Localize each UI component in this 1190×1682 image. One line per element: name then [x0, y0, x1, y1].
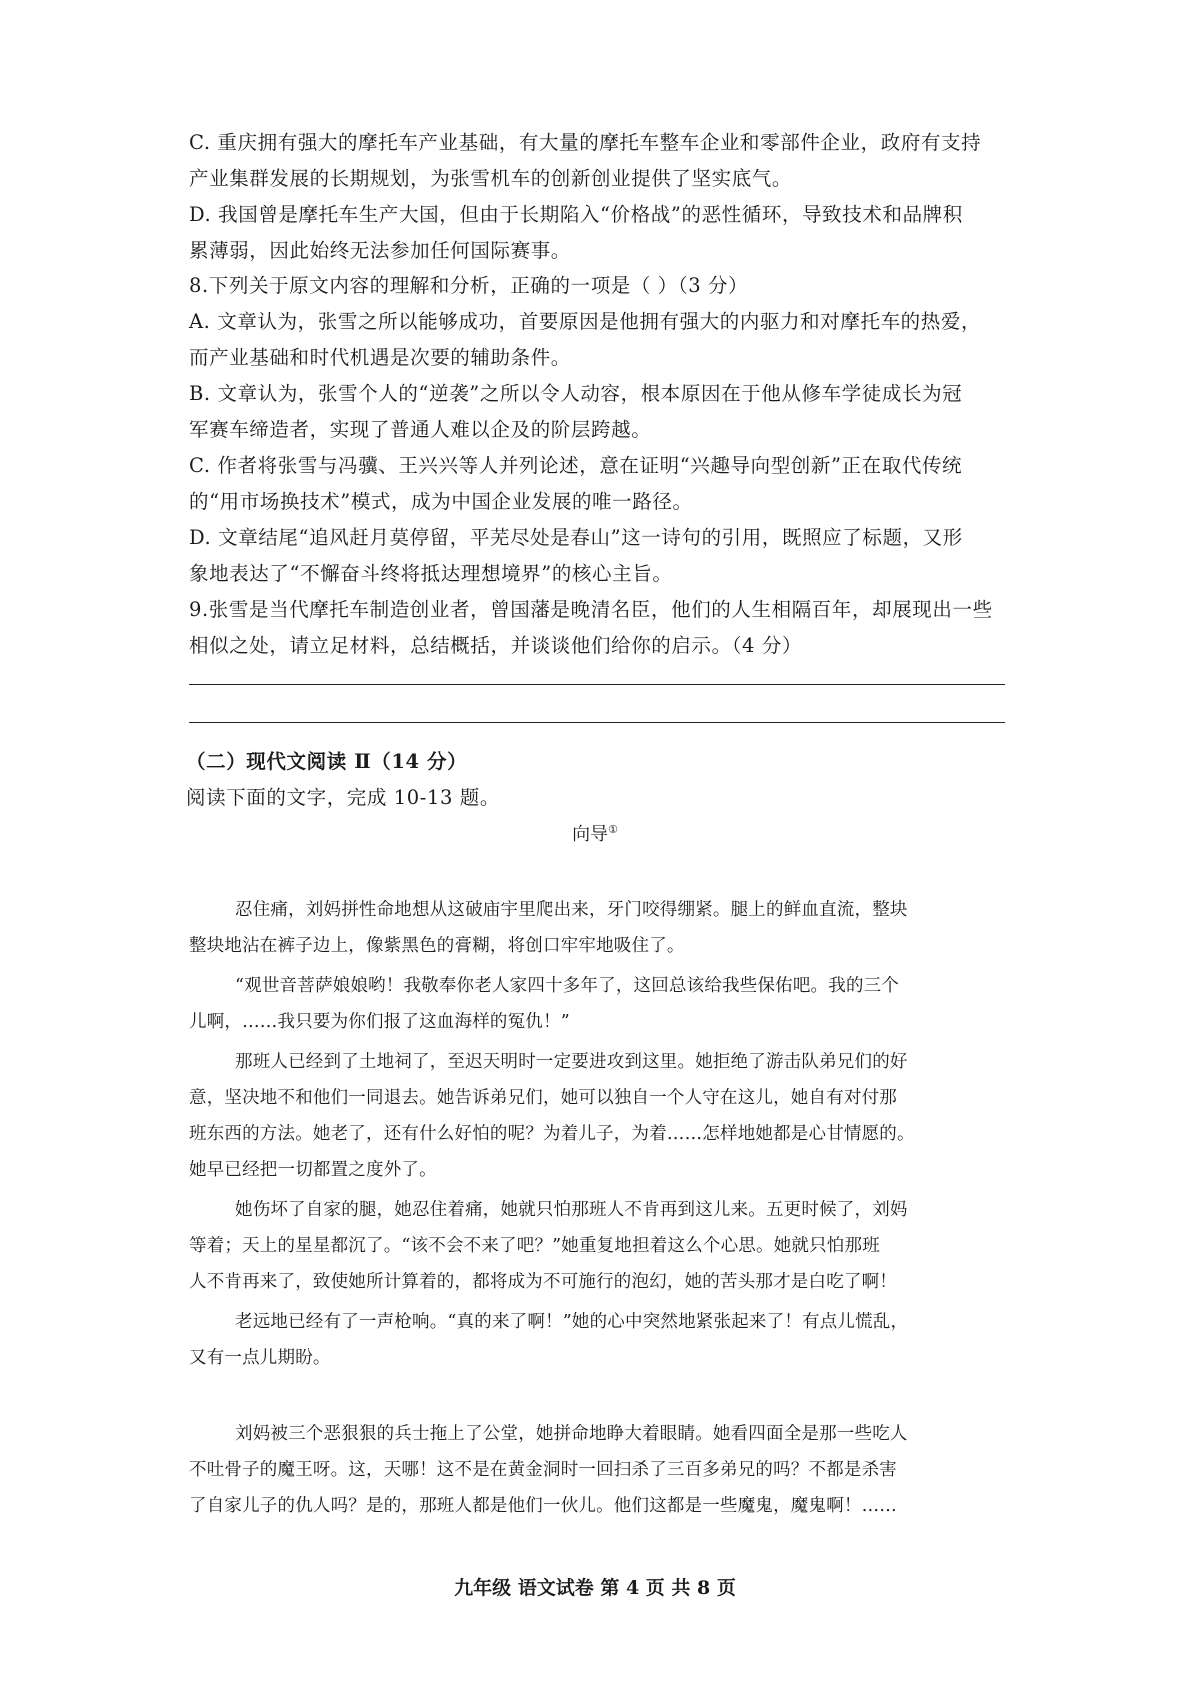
q8-stem: 8.下列关于原文内容的理解和分析，正确的一项是（ ）（3 分）: [189, 274, 749, 297]
story-p3-line1: 那班人已经到了土地祠了，至迟天明时一定要进攻到这里。她拒绝了游击队弟兄们的好: [235, 1052, 908, 1072]
story-p6-line2: 不吐骨子的魔王呀。这，天哪！这不是在黄金洞时一回扫杀了三百多弟兄的吗？不都是杀害: [189, 1460, 897, 1480]
story-p6-line1: 刘妈被三个恶狠狠的兵士拖上了公堂，她拼命地睁大着眼睛。她看四面全是那一些吃人: [235, 1424, 908, 1444]
story-p1-line2: 整块地沾在裤子边上，像紫黑色的膏糊，将创口牢牢地吸住了。: [189, 936, 685, 956]
story-title-text: 向导: [572, 824, 609, 845]
q7-option-d-line2: 累薄弱，因此始终无法参加任何国际赛事。: [189, 239, 571, 262]
story-p2-line2: 儿啊，……我只要为你们报了这血海样的冤仇！”: [189, 1012, 570, 1032]
answer-line-1[interactable]: [189, 684, 1005, 685]
section-instruction: 阅读下面的文字，完成 10-13 题。: [186, 786, 501, 809]
q8-option-b-line2: 军赛车缔造者，实现了普通人难以企及的阶层跨越。: [189, 418, 652, 441]
story-p6-line3: 了自家儿子的仇人吗？是的，那班人都是他们一伙儿。他们这都是一些魔鬼，魔鬼啊！……: [189, 1496, 897, 1516]
q8-option-c-line1: C. 作者将张雪与冯骥、王兴兴等人并列论述，意在证明“兴趣导向型创新”正在取代传统: [189, 454, 963, 477]
story-p4-line2: 等着；天上的星星都沉了。“该不会不来了吧？”她重复地担着这么个心思。她就只怕那班: [189, 1236, 880, 1256]
q7-option-d-line1: D. 我国曾是摩托车生产大国，但由于长期陷入“价格战”的恶性循环，导致技术和品牌积: [189, 203, 963, 226]
q8-option-a-line1: A. 文章认为，张雪之所以能够成功，首要原因是他拥有强大的内驱力和对摩托车的热爱，: [189, 310, 982, 333]
section-heading: （二）现代文阅读 Ⅱ（14 分）: [186, 750, 468, 773]
story-p1-line1: 忍住痛，刘妈拼性命地想从这破庙宇里爬出来，牙门咬得绷紧。腿上的鲜血直流，整块: [235, 900, 908, 920]
q8-option-d-line1: D. 文章结尾“追风赶月莫停留，平芜尽处是春山”这一诗句的引用，既照应了标题，又形: [189, 526, 963, 549]
story-p3-line3: 班东西的方法。她老了，还有什么好怕的呢？为着儿子，为着……怎样地她都是心甘情愿的。: [189, 1124, 915, 1144]
story-p3-line4: 她早已经把一切都置之度外了。: [189, 1160, 437, 1180]
page-footer: 九年级 语文试卷 第 4 页 共 8 页: [454, 1577, 736, 1599]
answer-line-2[interactable]: [189, 722, 1005, 723]
story-p5-line1: 老远地已经有了一声枪响。“真的来了啊！”她的心中突然地紧张起来了！有点儿慌乱，: [235, 1312, 909, 1332]
q7-option-c-line2: 产业集群发展的长期规划，为张雪机车的创新创业提供了坚实底气。: [189, 167, 793, 190]
story-p4-line1: 她伤坏了自家的腿，她忍住着痛，她就只怕那班人不肯再到这儿来。五更时候了，刘妈: [235, 1200, 908, 1220]
q8-option-b-line1: B. 文章认为，张雪个人的“逆袭”之所以令人动容，根本原因在于他从修车学徒成长为冠: [189, 382, 963, 405]
q8-option-c-line2: 的“用市场换技术”模式，成为中国企业发展的唯一路径。: [189, 490, 693, 513]
q9-line1: 9.张雪是当代摩托车制造创业者，曾国藩是晚清名臣，他们的人生相隔百年，却展现出一些: [189, 598, 993, 621]
q7-option-c-line1: C. 重庆拥有强大的摩托车产业基础，有大量的摩托车整车企业和零部件企业，政府有支持: [189, 131, 982, 154]
story-p5-line2: 又有一点儿期盼。: [189, 1348, 331, 1368]
story-title: [0, 820, 1190, 846]
q8-option-a-line2: 而产业基础和时代机遇是次要的辅助条件。: [189, 346, 571, 369]
q9-line2: 相似之处，请立足材料，总结概括，并谈谈他们给你的启示。（4 分）: [189, 634, 803, 657]
story-p3-line2: 意，坚决地不和他们一同退去。她告诉弟兄们，她可以独自一个人守在这儿，她自有对付那: [189, 1088, 897, 1108]
q8-option-d-line2: 象地表达了“不懈奋斗终将抵达理想境界”的核心主旨。: [189, 562, 673, 585]
story-p2-line1: “观世音菩萨娘娘哟！我敬奉你老人家四十多年了，这回总该给我些保佑吧。我的三个: [235, 976, 900, 996]
story-title-footnote-mark: ①: [608, 823, 618, 836]
story-p4-line3: 人不肯再来了，致使她所计算着的，都将成为不可施行的泡幻，她的苦头那才是白吃了啊！: [189, 1272, 897, 1292]
